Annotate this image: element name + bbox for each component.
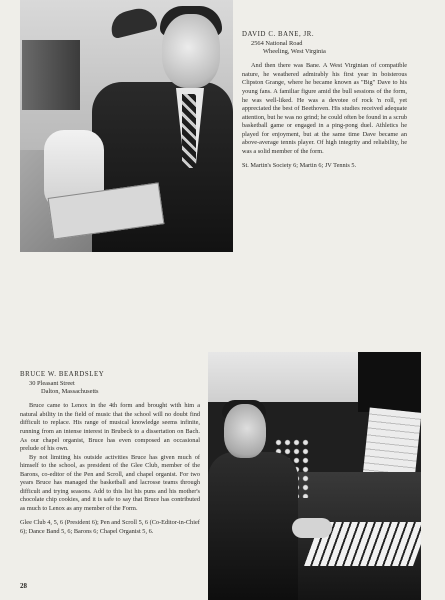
photo-student-tie	[182, 94, 196, 168]
bio-david-bane	[242, 31, 407, 171]
address-street: 2564 National Road	[251, 39, 303, 47]
photo-student-face	[162, 14, 220, 88]
photo-window	[208, 352, 358, 402]
bio-bruce-beardsley	[20, 371, 200, 537]
student-name: BRUCE W. BEARDSLEY	[20, 371, 105, 378]
student-name: DAVID C. BANE, JR.	[242, 31, 315, 38]
photo-bookshelf	[22, 40, 80, 110]
page-number: 28	[20, 582, 27, 590]
address-city: Wheeling, West Virginia	[263, 47, 326, 55]
photo-student-face	[224, 404, 266, 458]
photo-bruce-beardsley	[208, 352, 421, 600]
photo-student-hands	[292, 518, 332, 538]
bio-paragraph: And then there was Bane. A West Virginian of compatible nature, he weathered admirably his first year in boisterous Clipston Grange, where he became known as "Big" Dave to his young fans. A familiar figure amid the bull sessions of the form, he was well-liked. He was a devotee of rock 'n roll, yet appreciated the best of Beethoven. His studies received adequate attention, but he was no grind; he could often be found in a scrub basketball game or engaged in a ping-pong duel. Athletics he played for enjoyment, but at the same time Dave became an above-average tennis player. Of high integrity and reliability, he was a solid member of the form.	[242, 62, 407, 155]
address-city: Dalton, Massachusetts	[41, 387, 99, 395]
bio-paragraph-2: By not limiting his outside activities Bruce has given much of himself to the school, as president of the Glee Club, member of the Barons, co-editor of the Pen and Scroll, and chapel organist. For two years Bruce has managed the basketball and lacrosse teams through difficult and trying seasons. Add to this list his puns and his mother's chocolate chip cookies, and it is safe to say that Bruce has contributed as much to Lenox as any member of the Form.	[20, 453, 200, 512]
photo-student-body	[208, 452, 298, 600]
address-street: 30 Pleasant Street	[29, 379, 75, 387]
photo-dark-panel	[358, 352, 421, 412]
photo-david-bane	[20, 0, 233, 252]
activities-list: Glee Club 4, 5, 6 (President 6); Pen and Scroll 5, 6 (Co-Editor-in-Chief 6); Dance Band 5, 6; Barons 6; Chapel Organist 5, 6.	[20, 519, 200, 535]
bio-paragraph-1: Bruce came to Lenox in the 4th form and brought with him a natural ability in the field of music that the school will no doubt find difficult to replace. His range of musical knowledge seems infinite, running from an intense interest in Brubeck to a dissertation on Bach. As our chapel organist, Bruce has even composed an occasional prelude of his own.	[20, 402, 200, 453]
activities-list: St. Martin's Society 6; Martin 6; JV Tennis 5.	[242, 162, 357, 170]
